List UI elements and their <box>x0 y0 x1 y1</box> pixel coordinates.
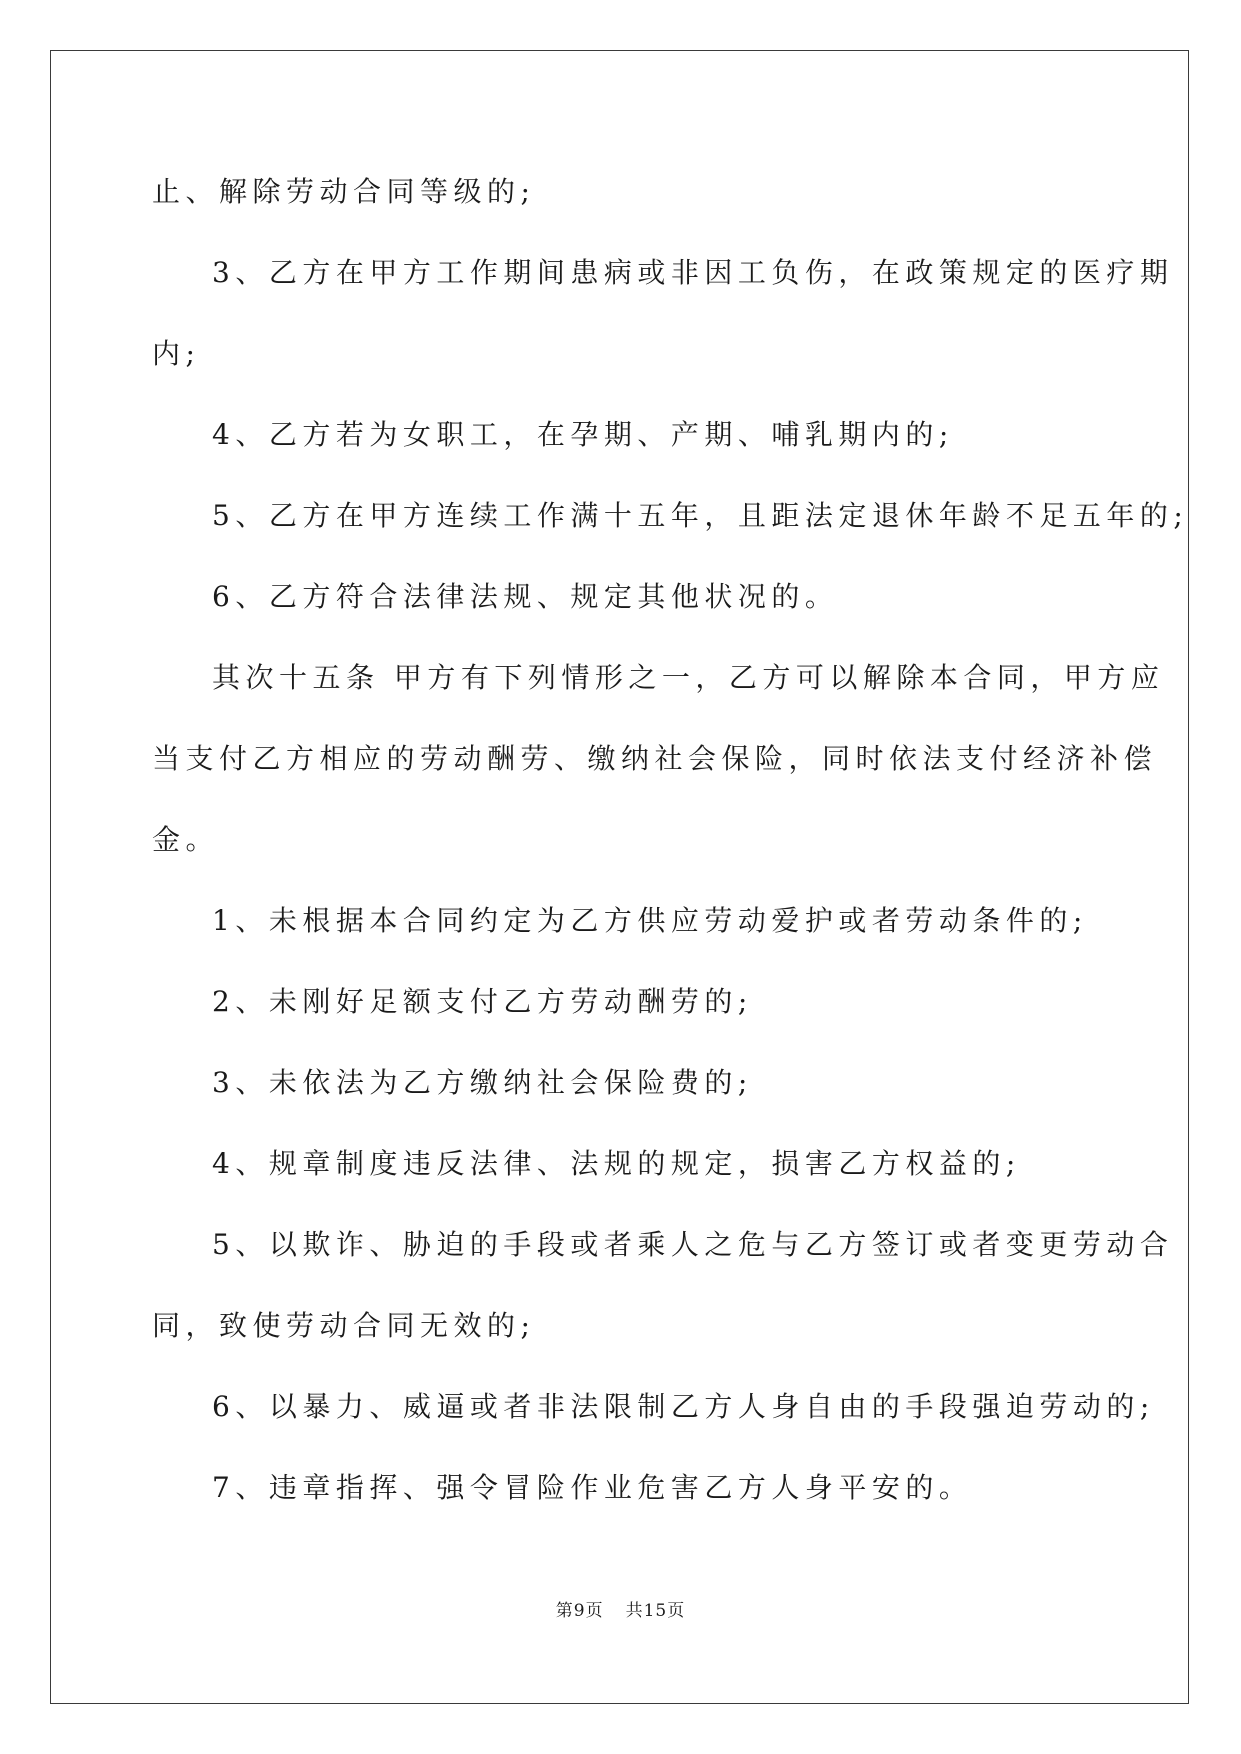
text-line: 当支付乙方相应的劳动酬劳、缴纳社会保险，同时依法支付经济补偿 <box>152 742 1158 775</box>
document-body <box>152 168 1189 1545</box>
text-line: 6、乙方符合法律法规、规定其他状况的。 <box>212 580 839 613</box>
text-line: 3、未依法为乙方缴纳社会保险费的; <box>212 1066 753 1099</box>
text-line: 4、乙方若为女职工，在孕期、产期、哺乳期内的; <box>212 418 954 451</box>
text-line: 止、解除劳动合同等级的; <box>152 175 536 208</box>
page-footer <box>0 1596 1241 1621</box>
text-line: 3、乙方在甲方工作期间患病或非因工负伤，在政策规定的医疗期 <box>212 256 1174 289</box>
text-line: 其次十五条 甲方有下列情形之一，乙方可以解除本合同，甲方应 <box>212 661 1165 694</box>
text-line: 同，致使劳动合同无效的; <box>152 1309 536 1342</box>
text-line: 5、以欺诈、胁迫的手段或者乘人之危与乙方签订或者变更劳动合 <box>212 1228 1174 1261</box>
text-line: 7、违章指挥、强令冒险作业危害乙方人身平安的。 <box>212 1471 973 1504</box>
page-total: 共15页 <box>625 1601 686 1621</box>
page-number: 第9页 <box>555 1601 604 1621</box>
text-line: 1、未根据本合同约定为乙方供应劳动爱护或者劳动条件的; <box>212 904 1088 937</box>
text-line: 金。 <box>152 823 220 856</box>
text-line: 内; <box>152 337 201 370</box>
text-line: 5、乙方在甲方连续工作满十五年，且距法定退休年龄不足五年的; <box>212 499 1189 532</box>
text-line: 2、未刚好足额支付乙方劳动酬劳的; <box>212 985 753 1018</box>
text-line: 4、规章制度违反法律、法规的规定，损害乙方权益的; <box>212 1147 1021 1180</box>
text-line: 6、以暴力、威逼或者非法限制乙方人身自由的手段强迫劳动的; <box>212 1390 1155 1423</box>
